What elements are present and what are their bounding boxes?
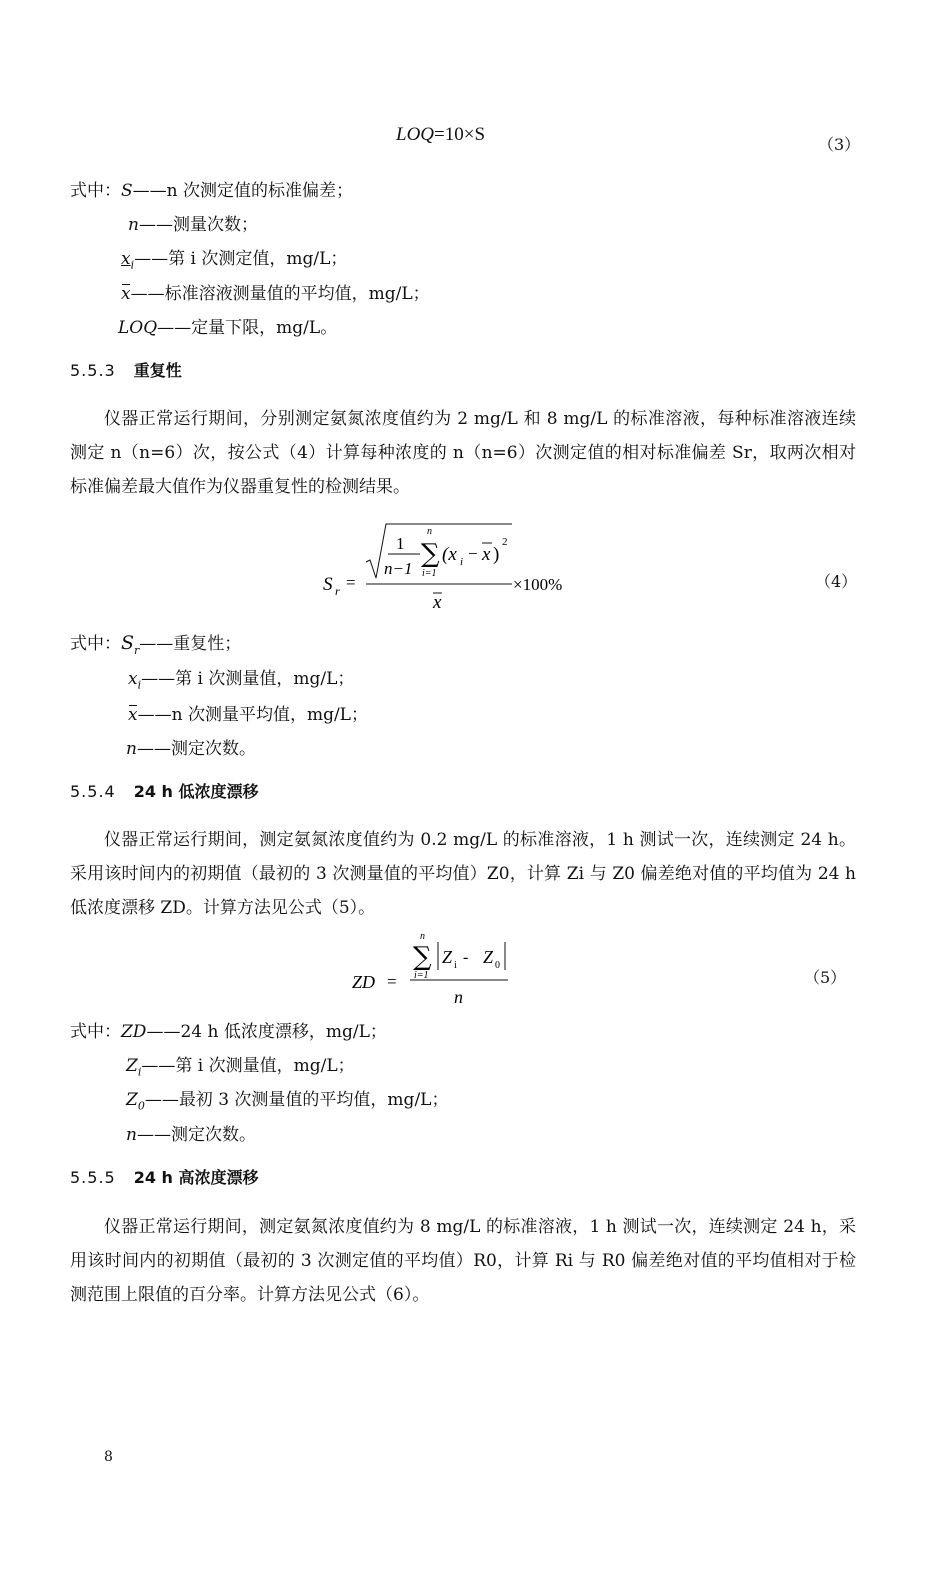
eq4-def-xbar: [128, 704, 368, 726]
eq3-def-xbar: [121, 283, 430, 305]
def-xi-text: ——第 i 次测量值，mg/L；: [141, 669, 355, 689]
eq4-term-open: (x: [442, 544, 457, 565]
equation-5: [350, 928, 520, 1010]
eq4-def-n: [126, 738, 256, 760]
eq5-den: n: [454, 987, 463, 1007]
where-label: 式中：: [70, 1022, 121, 1042]
eq5-sum-bottom: i=1: [414, 970, 429, 981]
eq4-square: 2: [502, 536, 508, 548]
equation-3-number: （3）: [818, 135, 861, 154]
eq5-Z0: Z: [483, 947, 494, 967]
eq3-def-n: [128, 214, 258, 236]
def-S-text: n 次测定值的标准偏差；: [166, 181, 354, 201]
symbol-Zi-base: Z: [126, 1056, 138, 1076]
symbol-LOQ: LOQ: [118, 318, 158, 338]
eq5-minus: -: [459, 949, 473, 966]
eq4-term-x: x: [482, 544, 491, 565]
symbol-Sr-sub: r: [134, 643, 140, 657]
symbol-Zi: [126, 1056, 142, 1079]
section-title: 重复性: [133, 361, 182, 380]
eq5-def-Z0: [126, 1089, 448, 1117]
eq4-times: ×100%: [513, 575, 563, 594]
def-n-text: ——测定次数。: [136, 1125, 256, 1145]
def-xbar-text: ——n 次测量平均值，mg/L；: [137, 705, 368, 725]
def-n-text: ——测定次数。: [136, 739, 256, 759]
equation-5-number: （5）: [804, 968, 847, 987]
symbol-ZD: ZD——: [121, 1022, 181, 1042]
eq4-def-xi: [128, 668, 354, 696]
section-number: 5.5.3: [70, 361, 116, 380]
symbol-xbar: x: [121, 284, 131, 304]
symbol-xi-sub: i: [137, 678, 142, 692]
symbol-S: S——: [121, 181, 167, 201]
eq5-equals: =: [387, 972, 397, 991]
eq4-frac-num: 1: [396, 534, 405, 553]
eq5-Zi: Z: [442, 947, 453, 967]
symbol-Sr: [121, 632, 140, 657]
section-number: 5.5.4: [70, 782, 116, 801]
where-label: 式中：: [70, 181, 121, 201]
section-heading-5-5-4: [70, 781, 259, 803]
symbol-n: n: [126, 1125, 137, 1145]
equation-3: [396, 124, 485, 146]
section-number: 5.5.5: [70, 1168, 116, 1187]
eq5-def-n: [126, 1124, 256, 1146]
eq5-def-Zi: [126, 1055, 355, 1083]
eq5-sum-top: n: [420, 931, 425, 942]
eq4-lhs-sub: r: [335, 584, 340, 598]
eq5-Z0-sub: 0: [495, 960, 500, 971]
where-label: 式中：: [70, 634, 121, 654]
paragraph-5-5-3: 仪器正常运行期间，分别测定氨氮浓度值约为 2 mg/L 和 8 mg/L 的标准溶液，每种标准溶液连续测定 n（n=6）次，按公式（4）计算每种浓度的 n（n=6）次测定值的相对标准偏差 Sr，取两次相对标准偏差最大值作为仪器重复性的检测结果。: [70, 409, 856, 497]
symbol-Z0-sub: 0: [137, 1099, 145, 1113]
symbol-Sr-base: S: [121, 632, 135, 654]
eq5-lhs: ZD: [352, 972, 376, 992]
section-heading-5-5-3: [70, 360, 182, 382]
equation-4-number: （4）: [815, 572, 858, 591]
def-n-text: ——测量次数；: [138, 215, 258, 235]
symbol-xi: [121, 249, 135, 272]
paragraph-5-5-4: 仪器正常运行期间，测定氨氮浓度值约为 0.2 mg/L 的标准溶液，1 h 测试一次，连续测定 24 h。采用该时间内的初期值（最初的 3 次测量值的平均值）Z0，计算 Zi 与 Z0 偏差绝对值的平均值为 24 h 低浓度漂移 ZD。计算方法见公式（5）。: [70, 830, 856, 918]
symbol-n: n: [128, 215, 139, 235]
eq4-term-sub: i: [460, 556, 464, 568]
def-LOQ-text: ——定量下限，mg/L。: [157, 318, 338, 338]
paragraph-5-5-5: 仪器正常运行期间，测定氨氮浓度值约为 8 mg/L 的标准溶液，1 h 测试一次，连续测定 24 h，采用该时间内的初期值（最初的 3 次测定值的平均值）R0，计算 Ri 与 R0 偏差绝对值的平均值相对于检测范围上限值的百分率。计算方法见公式（6）。: [70, 1217, 856, 1305]
eq5-Zi-sub: i: [454, 960, 457, 971]
symbol-n: n: [126, 739, 137, 759]
eq4-den: x: [433, 592, 442, 613]
symbol-xi: [128, 669, 142, 692]
eq4-frac-den: n−1: [384, 559, 413, 578]
def-ZD-text: 24 h 低浓度漂移，mg/L；: [180, 1022, 387, 1042]
def-Sr-text: ——重复性；: [139, 634, 242, 654]
def-Zi-text: ——第 i 次测量值，mg/L；: [141, 1056, 355, 1076]
def-xi-text: ——第 i 次测定值，mg/L；: [134, 249, 348, 269]
eq3-lhs: LOQ: [396, 124, 435, 145]
symbol-xi-sub: i: [130, 258, 135, 272]
eq4-term-minus: −: [468, 544, 478, 563]
symbol-xi-base: x: [128, 669, 138, 689]
eq4-term-close: ): [493, 544, 500, 565]
section-title: 24 h 低浓度漂移: [133, 782, 259, 801]
eq4-sum-bottom: i=1: [422, 568, 437, 579]
eq4-sum-top: n: [427, 526, 432, 537]
equation-4-svg: [320, 520, 600, 616]
eq4-lhs: S: [323, 574, 333, 595]
section-title: 24 h 高浓度漂移: [133, 1168, 259, 1187]
symbol-xi-base: x: [121, 249, 131, 269]
symbol-Zi-sub: i: [137, 1065, 142, 1079]
def-Z0-text: ——最初 3 次测量值的平均值，mg/L；: [144, 1090, 449, 1110]
symbol-Z0-base: Z: [126, 1090, 138, 1110]
eq4-sigma: ∑: [421, 539, 440, 569]
eq3-def-xi: [121, 248, 347, 276]
def-xbar-text: ——标准溶液测量值的平均值，mg/L；: [130, 284, 430, 304]
section-heading-5-5-5: [70, 1167, 259, 1189]
eq4-equals: =: [346, 573, 356, 592]
page-number: 8: [104, 1449, 113, 1465]
eq5-sigma: ∑: [413, 942, 432, 972]
symbol-xbar: x: [128, 705, 138, 725]
eq5-def-ZD: [70, 1021, 387, 1043]
equation-4: [320, 520, 600, 616]
eq3-rhs: =10×S: [434, 124, 486, 145]
eq3-def-S: [70, 180, 353, 202]
equation-5-svg: [350, 928, 520, 1010]
eq3-def-LOQ: [118, 317, 337, 339]
symbol-Z0: [126, 1090, 145, 1113]
eq4-def-Sr: [70, 632, 241, 662]
